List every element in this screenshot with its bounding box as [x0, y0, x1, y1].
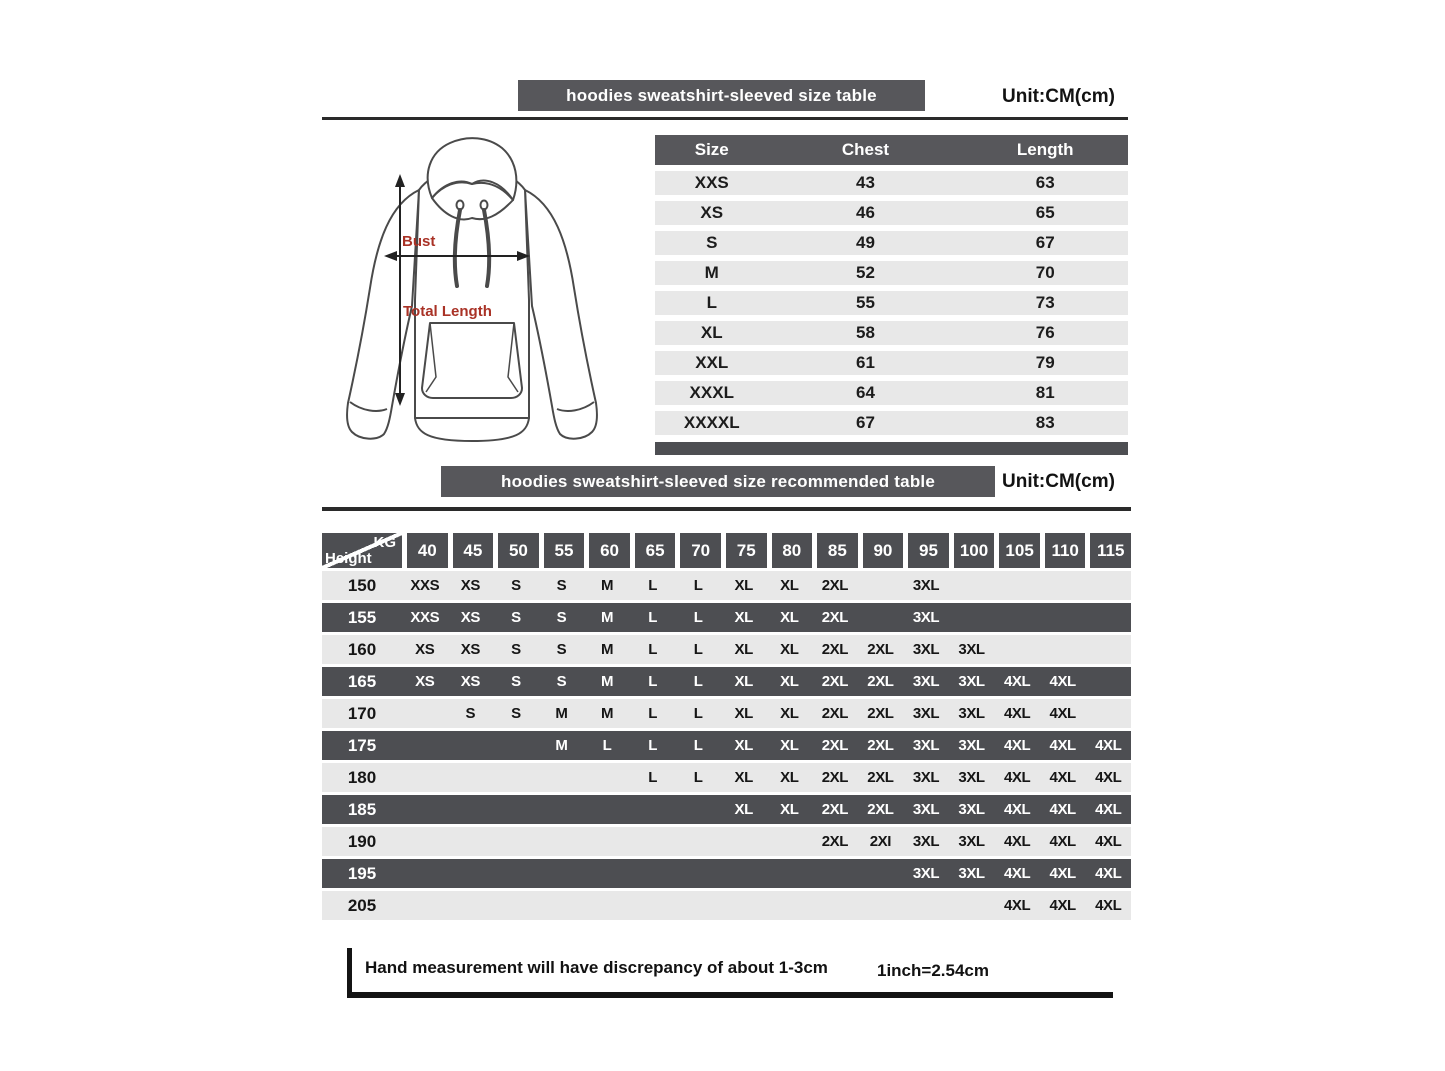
weight-col-header-115: 115 [1090, 533, 1131, 568]
weight-col-header-50: 50 [498, 533, 539, 568]
recommended-size-cell [539, 795, 585, 824]
weight-col-header-40: 40 [407, 533, 448, 568]
height-cell: 190 [347, 832, 377, 851]
recommended-size-cell: 4XL [1049, 897, 1076, 914]
recommended-size-cell: 2XL [821, 577, 848, 594]
recommended-size-cell [448, 827, 494, 856]
recommended-size-cell: S [511, 673, 521, 690]
size-cell: XXL [695, 353, 729, 372]
recommended-size-cell: L [648, 769, 657, 786]
recommended-size-cell [493, 795, 539, 824]
recommendation-row-150 [322, 571, 1131, 600]
recommended-size-cell: 3XL [958, 641, 985, 658]
recommended-size-cell [767, 891, 813, 920]
recommended-size-cell [539, 891, 585, 920]
recommended-size-cell: S [511, 609, 521, 626]
recommended-size-cell [949, 571, 995, 600]
recommended-size-cell: 3XL [958, 769, 985, 786]
size-table-row [655, 351, 1128, 375]
recommended-size-cell [675, 891, 721, 920]
chest-cell: 64 [856, 383, 875, 402]
recommended-size-cell: L [693, 705, 703, 722]
weight-col-header-110: 110 [1045, 533, 1086, 568]
recommended-size-cell: L [693, 737, 703, 754]
divider-top [322, 117, 1128, 120]
recommended-size-cell: M [600, 705, 614, 722]
recommended-size-cell: 4XL [1095, 897, 1122, 914]
recommended-size-cell: S [511, 705, 521, 722]
recommended-size-cell [402, 859, 448, 888]
recommended-size-cell: XL [780, 769, 799, 786]
recommended-size-cell: S [556, 577, 567, 594]
chest-cell: 55 [856, 293, 875, 312]
recommended-size-cell [630, 795, 676, 824]
recommended-size-cell: L [648, 673, 657, 690]
recommended-size-cell: M [600, 577, 614, 594]
recommended-size-cell [584, 795, 630, 824]
recommended-size-cell: 3XL [912, 641, 940, 658]
unit-label-top: Unit:CM(cm) [1002, 86, 1115, 107]
weight-col-header-90: 90 [863, 533, 904, 568]
recommended-size-cell: XL [780, 801, 799, 818]
recommended-size-cell: 2XL [821, 769, 848, 786]
size-table-row [655, 321, 1128, 345]
recommendation-row-155 [322, 603, 1131, 632]
recommended-size-cell [402, 699, 448, 728]
recommended-size-cell [1040, 571, 1086, 600]
recommended-size-cell: XL [780, 737, 799, 754]
recommended-size-cell: 4XL [1003, 737, 1031, 754]
recommendation-row-205 [322, 891, 1131, 920]
recommended-size-cell: 4XL [1003, 897, 1031, 914]
weight-col-header-65: 65 [635, 533, 676, 568]
recommended-size-cell [402, 891, 448, 920]
weight-col-header-105: 105 [999, 533, 1040, 568]
size-table-row [655, 411, 1128, 435]
height-label: Height [325, 550, 372, 567]
recommended-size-cell: 4XL [1003, 801, 1031, 818]
recommended-size-cell: 4XL [1049, 801, 1076, 818]
weight-col-header-95: 95 [908, 533, 949, 568]
recommended-size-cell: XL [734, 641, 753, 658]
recommended-size-cell [402, 731, 448, 760]
recommended-size-cell: XS [415, 673, 435, 690]
recommended-size-cell [949, 603, 995, 632]
size-table-header-row [655, 135, 1128, 165]
recommended-size-cell: 4XL [1095, 865, 1122, 882]
recommended-size-cell: 3XL [958, 833, 985, 850]
recommended-size-cell: 4XL [1049, 833, 1076, 850]
size-cell: XXS [694, 173, 729, 192]
recommended-size-cell: M [600, 641, 614, 658]
length-cell: 76 [1035, 323, 1055, 342]
recommended-size-cell: 4XL [1095, 833, 1122, 850]
recommended-size-cell [949, 891, 995, 920]
recommended-size-cell: 3XL [958, 673, 985, 690]
length-cell: 73 [1035, 293, 1055, 312]
weight-col-header-70: 70 [680, 533, 721, 568]
recommended-size-cell: XS [460, 641, 480, 658]
recommended-size-cell [721, 859, 767, 888]
recommended-size-cell: 2XL [867, 737, 894, 754]
recommended-size-cell [448, 859, 494, 888]
height-cell: 165 [347, 672, 377, 691]
recommended-size-cell: S [511, 577, 521, 594]
recommended-size-cell: L [648, 577, 657, 594]
recommended-size-cell: 3XL [958, 737, 985, 754]
recommended-size-cell [858, 603, 904, 632]
size-measurements-table [655, 135, 1128, 455]
size-cell: XS [700, 203, 724, 222]
recommended-size-cell [1085, 699, 1131, 728]
weight-col-header-100: 100 [954, 533, 995, 568]
chest-cell: 43 [856, 173, 875, 192]
recommended-size-cell [448, 731, 494, 760]
recommended-size-cell [858, 891, 904, 920]
recommended-size-cell: M [555, 737, 568, 754]
recommended-size-cell: L [693, 673, 703, 690]
recommended-size-cell: 4XL [1095, 801, 1122, 818]
footnote-bottom-line [347, 992, 1113, 998]
recommended-size-cell: 2XL [821, 705, 848, 722]
height-cell: 150 [347, 576, 377, 595]
recommended-size-cell: XXS [410, 577, 440, 594]
recommended-size-cell [675, 827, 721, 856]
length-cell: 65 [1035, 203, 1055, 222]
recommended-size-cell: 4XL [1003, 705, 1031, 722]
recommended-size-cell: XL [734, 673, 753, 690]
height-cell: 195 [347, 864, 377, 883]
recommended-size-cell [493, 731, 539, 760]
recommended-size-cell: 4XL [1003, 833, 1031, 850]
recommended-table-title-bar [441, 466, 995, 497]
recommended-size-cell: 3XL [912, 801, 940, 818]
height-cell: 160 [347, 640, 377, 659]
recommended-size-cell: 2XL [821, 801, 848, 818]
recommended-size-cell: 4XL [1003, 673, 1031, 690]
recommended-size-cell [493, 763, 539, 792]
chest-cell: 52 [856, 263, 875, 282]
height-cell: 155 [347, 608, 377, 627]
recommended-size-cell: 3XL [912, 705, 940, 722]
weight-col-header-45: 45 [453, 533, 494, 568]
recommended-size-cell: 4XL [1049, 737, 1076, 754]
recommended-size-cell: XS [460, 673, 480, 690]
recommended-size-cell [448, 891, 494, 920]
inch-conversion-note: 1inch=2.54cm [877, 961, 989, 980]
recommended-size-cell [539, 859, 585, 888]
recommended-size-cell: L [693, 577, 703, 594]
recommended-size-cell [1040, 635, 1086, 664]
recommended-size-cell [767, 827, 813, 856]
bust-label: Bust [402, 233, 436, 250]
length-cell: 67 [1035, 233, 1055, 252]
recommended-size-cell: 4XL [1049, 769, 1076, 786]
recommended-size-cell: L [693, 641, 703, 658]
recommended-size-cell: 2XL [821, 833, 848, 850]
recommended-size-cell: XXS [410, 609, 440, 626]
recommended-size-cell: 3XL [912, 673, 940, 690]
size-table-row [655, 231, 1128, 255]
size-cell: XXXXL [683, 413, 740, 432]
chest-cell: 58 [856, 323, 875, 342]
recommended-size-cell [903, 891, 949, 920]
height-kg-corner-cell [322, 533, 402, 568]
height-cell: 170 [347, 704, 377, 723]
size-table-row [655, 381, 1128, 405]
chest-cell: 46 [856, 203, 875, 222]
weight-col-header-55: 55 [544, 533, 585, 568]
recommended-size-cell: M [600, 609, 614, 626]
recommended-size-cell: 4XL [1049, 705, 1076, 722]
size-table-col-header-length: Length [1016, 140, 1074, 159]
recommended-size-cell: 3XL [958, 801, 985, 818]
recommended-size-cell [1085, 635, 1131, 664]
recommended-size-cell: L [693, 769, 703, 786]
recommended-size-cell: XS [415, 641, 435, 658]
recommended-size-cell: 2XL [821, 641, 848, 658]
size-cell: XL [700, 323, 723, 342]
recommended-size-cell: 2XL [821, 673, 848, 690]
size-table-bottom-bar [655, 442, 1128, 455]
recommended-size-cell: 4XL [1003, 865, 1031, 882]
size-table-title-bar [518, 80, 925, 111]
recommended-size-cell: 2XI [869, 833, 892, 850]
recommended-size-cell [1085, 603, 1131, 632]
recommended-table-title: hoodies sweatshirt-sleeved size recommended table [500, 471, 935, 491]
recommended-size-cell: 3XL [958, 865, 985, 882]
length-cell: 70 [1035, 263, 1055, 282]
recommended-size-cell: S [511, 641, 521, 658]
hoodie-measurement-diagram [326, 130, 618, 460]
divider-middle [322, 507, 1131, 511]
recommendation-row-190 [322, 827, 1131, 856]
recommended-size-cell [448, 763, 494, 792]
size-table-col-header-size: Size [694, 140, 729, 159]
recommended-size-cell [402, 763, 448, 792]
recommended-size-cell: XL [780, 673, 799, 690]
recommended-size-cell: XL [780, 641, 799, 658]
recommended-size-cell: 4XL [1049, 673, 1076, 690]
recommended-size-cell: 2XL [867, 641, 894, 658]
recommended-size-cell [493, 859, 539, 888]
recommended-size-cell: XL [780, 705, 799, 722]
recommended-size-cell [584, 891, 630, 920]
recommended-size-cell: 3XL [958, 705, 985, 722]
size-table-col-header-chest: Chest [841, 140, 890, 159]
recommended-size-cell: XL [734, 609, 753, 626]
recommended-size-cell [812, 859, 858, 888]
length-cell: 63 [1035, 173, 1055, 192]
recommended-size-cell: 3XL [912, 737, 940, 754]
chest-cell: 61 [856, 353, 875, 372]
recommended-size-cell: XL [734, 577, 753, 594]
height-cell: 185 [347, 800, 377, 819]
recommended-size-cell: XS [460, 609, 480, 626]
recommended-size-cell [402, 827, 448, 856]
recommended-size-cell: 3XL [912, 865, 940, 882]
recommended-size-cell [1085, 667, 1131, 696]
recommended-size-cell [675, 859, 721, 888]
recommended-size-cell: 3XL [912, 577, 940, 594]
recommended-size-cell [1085, 571, 1131, 600]
recommended-size-cell [448, 795, 494, 824]
recommended-size-cell [584, 827, 630, 856]
recommended-size-cell: S [465, 705, 476, 722]
recommended-size-cell: L [602, 737, 612, 754]
recommended-size-cell [584, 763, 630, 792]
recommended-size-cell: 2XL [867, 705, 894, 722]
size-cell: XXXL [689, 383, 734, 402]
recommended-size-cell: 3XL [912, 769, 940, 786]
recommended-size-cell [539, 827, 585, 856]
total-length-label: Total Length [403, 303, 492, 320]
recommended-size-cell: XL [780, 577, 799, 594]
recommended-size-cell [858, 571, 904, 600]
recommended-size-cell: L [648, 705, 657, 722]
recommended-size-cell [721, 827, 767, 856]
recommended-size-cell [767, 859, 813, 888]
recommended-size-cell: XL [734, 769, 753, 786]
size-cell: L [706, 293, 717, 312]
size-table-row [655, 261, 1128, 285]
recommended-size-cell: L [648, 737, 657, 754]
size-table-title: hoodies sweatshirt-sleeved size table [566, 85, 877, 105]
kg-label: KG [373, 534, 396, 551]
recommendation-row-175 [322, 731, 1131, 760]
recommended-size-cell [1040, 603, 1086, 632]
recommended-size-cell [675, 795, 721, 824]
height-cell: 205 [347, 896, 377, 915]
size-table-row [655, 171, 1128, 195]
size-table-row [655, 201, 1128, 225]
recommended-size-cell [630, 891, 676, 920]
recommended-size-cell: L [648, 641, 657, 658]
recommended-size-cell: 2XL [867, 769, 894, 786]
weight-col-header-85: 85 [817, 533, 858, 568]
recommended-size-cell: 4XL [1049, 865, 1076, 882]
recommended-size-cell: 2XL [867, 673, 894, 690]
recommendation-header-row [322, 533, 1131, 568]
size-table-row [655, 291, 1128, 315]
recommended-size-cell [539, 763, 585, 792]
recommendation-row-185 [322, 795, 1131, 824]
recommended-size-cell: L [693, 609, 703, 626]
size-cell: M [704, 263, 719, 282]
recommended-size-cell [630, 827, 676, 856]
recommended-size-cell: XL [780, 609, 799, 626]
unit-label-bottom: Unit:CM(cm) [1002, 471, 1115, 492]
height-cell: 180 [347, 768, 377, 787]
recommended-size-cell: 3XL [912, 609, 940, 626]
weight-col-header-75: 75 [726, 533, 767, 568]
recommended-size-cell: 2XL [821, 737, 848, 754]
footnote-left-bar [347, 948, 352, 997]
height-cell: 175 [347, 736, 377, 755]
hoodie-outline [347, 138, 597, 441]
recommended-size-cell: S [556, 641, 567, 658]
recommended-size-cell [493, 827, 539, 856]
recommended-size-cell: 4XL [1095, 737, 1122, 754]
weight-col-header-80: 80 [772, 533, 813, 568]
measurement-discrepancy-note: Hand measurement will have discrepancy of about 1-3cm [365, 958, 828, 977]
recommendation-row-165 [322, 667, 1131, 696]
recommended-size-cell: S [556, 609, 567, 626]
recommended-size-cell: XS [460, 577, 480, 594]
recommended-size-cell: 4XL [1003, 769, 1031, 786]
recommended-size-cell [721, 891, 767, 920]
recommended-size-cell [994, 635, 1040, 664]
recommended-size-cell [493, 891, 539, 920]
recommended-size-cell: S [556, 673, 567, 690]
recommended-size-cell: XL [734, 737, 753, 754]
recommended-size-cell [584, 859, 630, 888]
length-cell: 79 [1035, 353, 1055, 372]
recommended-size-cell: 2XL [867, 801, 894, 818]
size-cell: S [706, 233, 718, 252]
recommended-size-cell: 3XL [912, 833, 940, 850]
recommended-size-cell: M [600, 673, 614, 690]
recommendation-row-160 [322, 635, 1131, 664]
recommended-size-cell [812, 891, 858, 920]
recommendation-row-180 [322, 763, 1131, 792]
size-recommendation-table [322, 533, 1131, 920]
chest-cell: 49 [856, 233, 875, 252]
recommendation-row-195 [322, 859, 1131, 888]
recommended-size-cell: 2XL [821, 609, 848, 626]
recommended-size-cell [994, 603, 1040, 632]
recommended-size-cell: M [555, 705, 568, 722]
recommended-size-cell [630, 859, 676, 888]
weight-col-header-60: 60 [589, 533, 630, 568]
recommendation-row-170 [322, 699, 1131, 728]
length-cell: 81 [1035, 383, 1055, 402]
recommended-size-cell: XL [734, 801, 753, 818]
recommended-size-cell: L [648, 609, 657, 626]
recommended-size-cell [402, 795, 448, 824]
recommended-size-cell: 4XL [1095, 769, 1122, 786]
length-cell: 83 [1035, 413, 1055, 432]
chest-cell: 67 [856, 413, 875, 432]
recommended-size-cell: XL [734, 705, 753, 722]
recommended-size-cell [994, 571, 1040, 600]
recommended-size-cell [858, 859, 904, 888]
